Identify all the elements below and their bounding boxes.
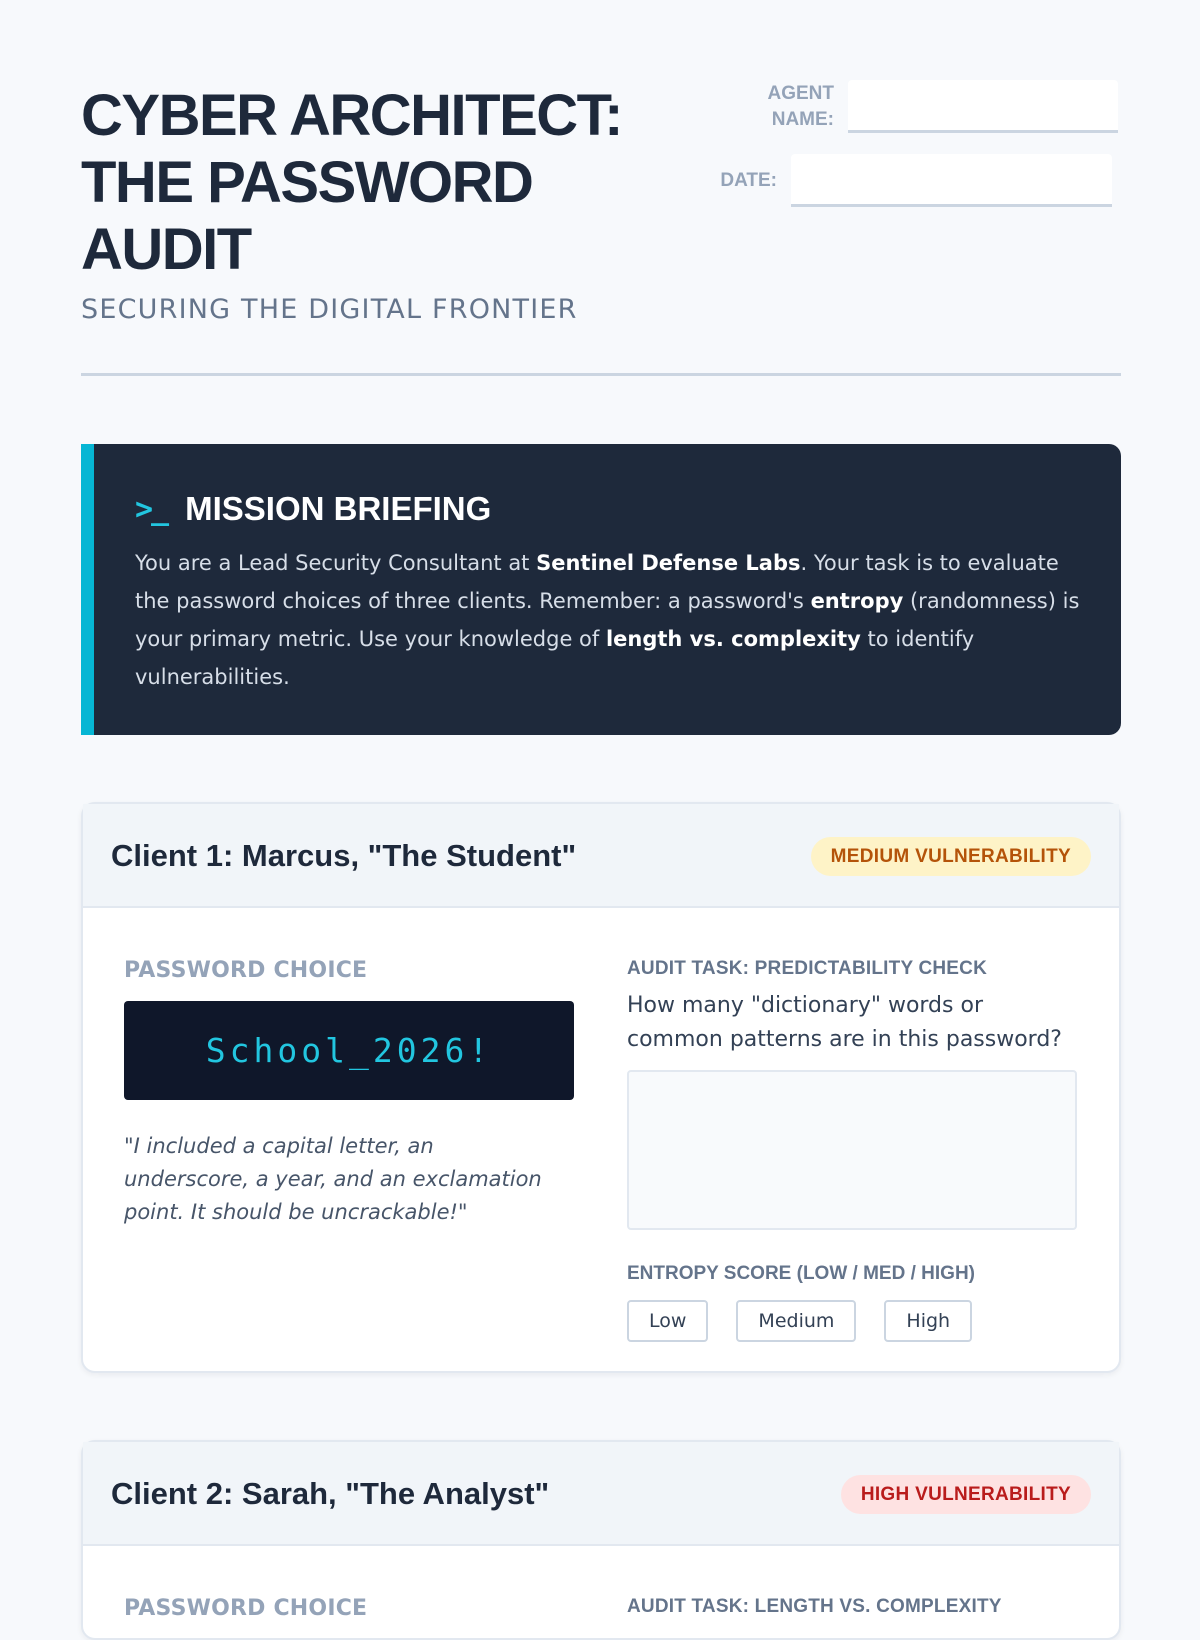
audit-column	[627, 1596, 1077, 1618]
briefing-text-part: . Your task is to evaluate the password choices of three clients. Remember: a password's	[135, 551, 1059, 613]
audit-answer-textarea[interactable]	[627, 1070, 1077, 1230]
agent-name-label-line: NAME:	[771, 108, 834, 130]
briefing-keyword-length: length vs. complexity	[605, 627, 861, 651]
briefing-title: MISSION BRIEFING	[185, 490, 492, 527]
briefing-text-part: You are a Lead Security Consultant at	[135, 551, 537, 575]
title-line: THE PASSWORD	[81, 150, 533, 215]
briefing-accent-bar	[81, 444, 94, 735]
entropy-option-low-button[interactable]: Low	[627, 1300, 708, 1342]
entropy-option-medium-button[interactable]: Medium	[736, 1300, 856, 1342]
terminal-prompt-icon: >_	[135, 491, 168, 527]
briefing-keyword-entropy: entropy	[810, 589, 904, 613]
agent-name-label-line: AGENT	[767, 82, 834, 104]
client-card	[81, 1440, 1121, 1640]
client-card-header	[83, 1442, 1119, 1546]
title-line: AUDIT	[81, 217, 251, 282]
vulnerability-badge: MEDIUM VULNERABILITY	[811, 837, 1091, 876]
briefing-text	[135, 544, 1085, 696]
client-quote: "I included a capital letter, an underscore, a year, and an exclamation point. It should be uncrackable!"	[124, 1134, 542, 1224]
audit-task-label: AUDIT TASK: PREDICTABILITY CHECK	[627, 958, 988, 979]
mission-briefing-panel	[81, 444, 1121, 735]
vulnerability-badge: HIGH VULNERABILITY	[841, 1475, 1091, 1514]
date-label: DATE:	[720, 169, 777, 191]
briefing-text-part: (randomness) is your primary metric. Use your knowledge of	[135, 589, 1080, 651]
page-title	[81, 82, 701, 283]
password-display: School_2026!	[124, 1001, 574, 1100]
date-input[interactable]	[791, 154, 1112, 207]
entropy-score-label: ENTROPY SCORE (LOW / MED / HIGH)	[627, 1263, 975, 1284]
client-title: Client 2: Sarah, "The Analyst"	[111, 1476, 550, 1511]
password-choice-label: PASSWORD CHOICE	[124, 958, 368, 983]
audit-task-question: How many "dictionary" words or common patterns are in this password?	[627, 993, 1062, 1052]
agent-name-input[interactable]	[848, 80, 1118, 133]
client-card	[81, 802, 1121, 1373]
entropy-options	[627, 1300, 1077, 1342]
briefing-text-part: to identify vulnerabilities.	[135, 627, 975, 689]
password-choice-label: PASSWORD CHOICE	[124, 1596, 368, 1621]
audit-column	[627, 958, 1077, 1342]
agent-name-label	[754, 81, 834, 133]
header-divider	[81, 373, 1121, 376]
page-header	[81, 82, 1121, 378]
client-card-header	[83, 804, 1119, 908]
password-column	[124, 1596, 574, 1621]
password-column	[124, 958, 574, 1229]
page-subtitle: SECURING THE DIGITAL FRONTIER	[81, 294, 578, 325]
briefing-heading	[135, 490, 491, 528]
title-line: CYBER ARCHITECT:	[81, 83, 622, 148]
client-title: Client 1: Marcus, "The Student"	[111, 838, 577, 873]
briefing-company-name: Sentinel Defense Labs	[536, 551, 801, 575]
agent-name-field-group	[754, 80, 1118, 133]
entropy-option-high-button[interactable]: High	[884, 1300, 972, 1342]
date-field-group	[697, 154, 1112, 207]
audit-task-label: AUDIT TASK: LENGTH VS. COMPLEXITY	[627, 1596, 1002, 1617]
